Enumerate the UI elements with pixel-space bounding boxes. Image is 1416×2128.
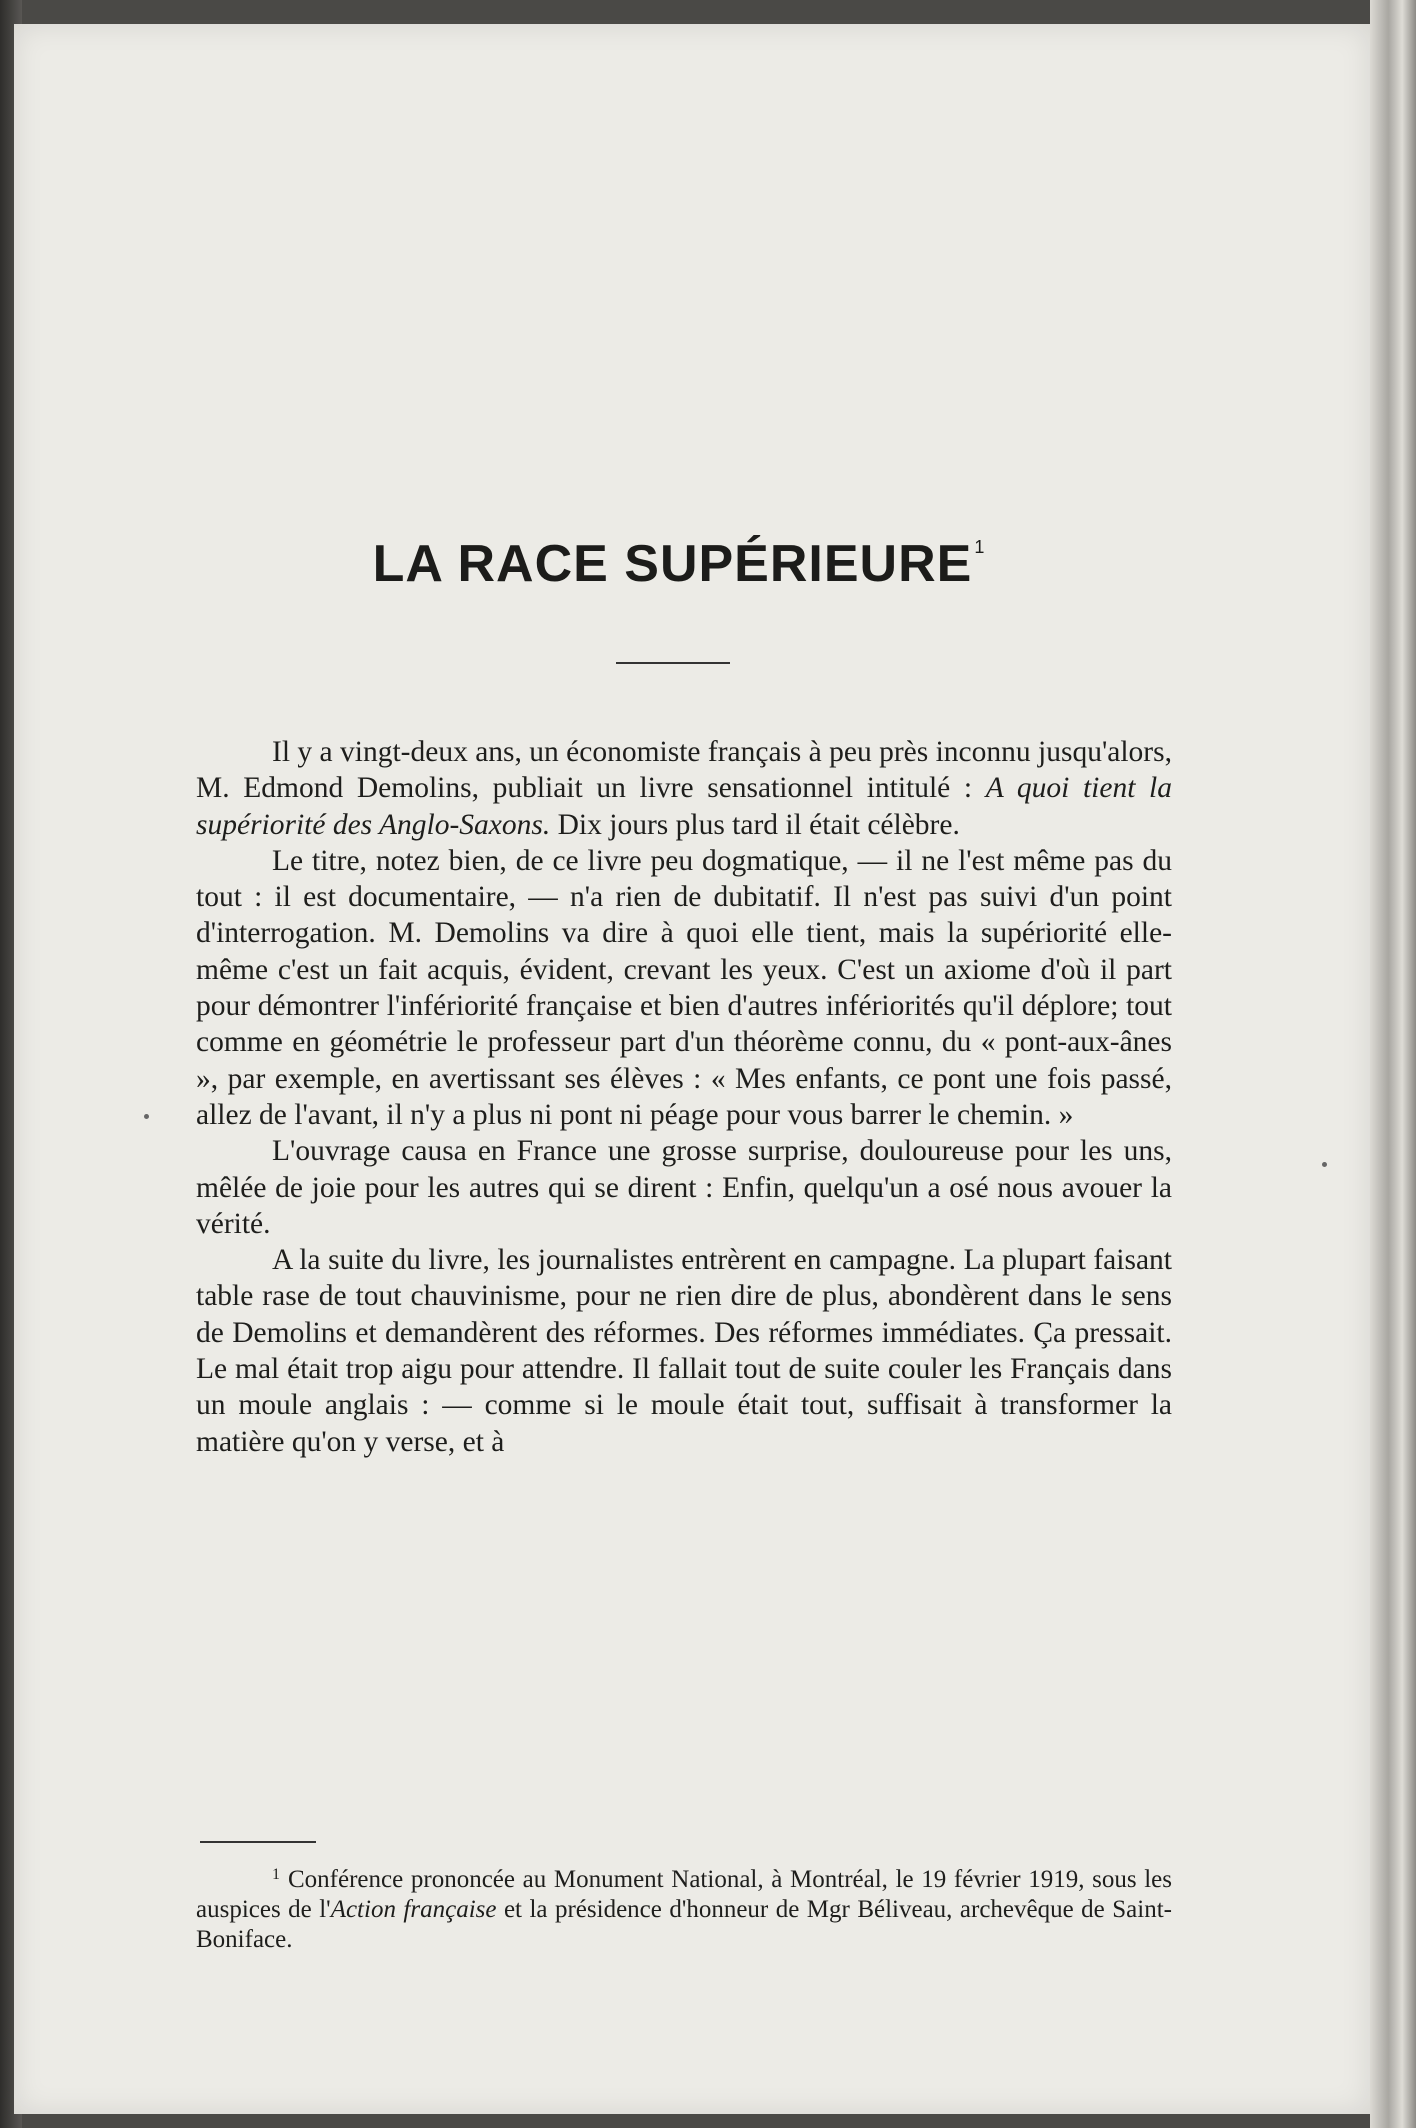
paragraph-4: A la suite du livre, les journalistes entrèrent en campagne. La plupart faisant table rase de tout chauvinisme, pour ne rien dire de plus, abondèrent dans le sens de Demolins et demandèrent des réformes. Des réformes immédiates. Ça pressait. Le mal était trop aigu pour attendre. Il fallait tout de suite couler les Français dans un moule anglais : — comme si le moule était tout, suffisait à transformer la matière qu'on y verse, et à: [196, 1244, 1172, 1458]
footnote: [196, 1860, 1172, 1955]
paragraph-3: L'ouvrage causa en France une grosse surprise, douloureuse pour les uns, mêlée de joie pour les autres qui se dirent : Enfin, quelqu'un a osé nous avouer la vérité.: [196, 1135, 1172, 1240]
footnote-divider: [200, 1841, 316, 1843]
paragraph-1-intro: Il y a vingt-deux ans, un économiste français à peu près inconnu jusqu'alors, M. Edmond Demolins, publiait un livre sensationnel intitulé :: [196, 736, 1172, 805]
footnote-paragraph: [196, 1860, 1172, 1955]
footnote-marker: 1: [272, 1866, 280, 1883]
scan-speck: [144, 1114, 149, 1119]
paragraph-1-end: Dix jours plus tard il était célèbre.: [550, 808, 960, 841]
book-page: [14, 24, 1370, 2114]
body-text: [196, 734, 1172, 1460]
title-divider: [616, 662, 730, 664]
footnote-publication: Action française: [330, 1896, 497, 1923]
paragraph-1-book-title: A quoi tient la supériorité des Anglo-Saxons.: [196, 772, 1172, 841]
chapter-title: [14, 534, 1344, 594]
title-footnote-marker: 1: [974, 537, 986, 557]
footnote-text-start: Conférence prononcée au Monument National, à Montréal, le 19 février 1919, sous les auspices de l': [196, 1866, 1172, 1923]
page-stack-edge: [1370, 0, 1416, 2128]
chapter-title-text: LA RACE SUPÉRIEURE: [372, 535, 973, 593]
paragraph-2: Le titre, notez bien, de ce livre peu dogmatique, — il ne l'est même pas du tout : il est documentaire, — n'a rien de dubitatif. Il n'est pas suivi d'un point d'interrogation. M. Demolins va dire à quoi elle tient, mais la supériorité elle-même c'est un fait acquis, évident, crevant les yeux. C'est un axiome d'où il part pour démontrer l'infériorité française et bien d'autres infériorités qu'il déplore; tout comme en géométrie le professeur part d'un théorème connu, du « pont-aux-ânes », par exemple, en avertissant ses élèves : « Mes enfants, ce pont une fois passé, allez de l'avant, il n'y a plus ni pont ni péage pour vous barrer le chemin. »: [196, 844, 1172, 1131]
scan-speck: [1322, 1162, 1327, 1167]
footnote-text-end: et la présidence d'honneur de Mgr Béliveau, archevêque de Saint-Boniface.: [196, 1896, 1172, 1953]
paragraph-1: [196, 734, 1172, 843]
